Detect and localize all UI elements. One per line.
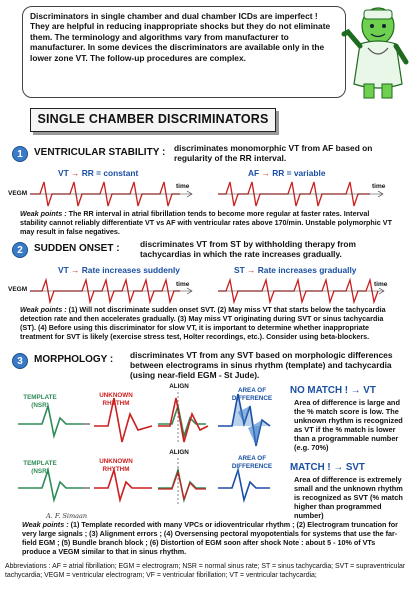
intro-text: Discriminators in single chamber and dual chamber ICDs are imperfect ! They are helpful in reducing inappropriate shocks but they do not eliminate them. The terminology and algorithms vary from manufacturer to manufacturer. In some devices the discriminators are available only in the lower zone VT. The follow-up procedures are complex. — [30, 11, 331, 63]
unknown-rhythm-label: UNKNOWN RHYTHM — [99, 458, 133, 473]
vt-label: VT — [58, 265, 69, 275]
align-label: ALIGN — [169, 449, 189, 456]
section-2-left-label — [58, 265, 180, 275]
template-label: TEMPLATE (NSR) — [23, 394, 57, 409]
af-egm-trace — [218, 178, 388, 208]
arrow-icon: → — [71, 168, 80, 178]
section-2-description: discriminates VT from ST by withholding therapy from tachycardias in which the rate increases gradually. — [140, 239, 356, 259]
weak-points-label: Weak points : — [20, 305, 67, 314]
page-title: SINGLE CHAMBER DISCRIMINATORS — [30, 108, 276, 132]
abbreviations: Abbreviations : AF = atrial fibrillation; EGM = electrogram; NSR = normal sinus rate; ST = sinus tachycardia; SVT = supraventricular tachycardia; VEGM = ventricular electrogram; VF = ventricular fibrillation; VT = ventricular tachycardia; — [5, 563, 406, 579]
no-match-title: NO MATCH ! → VT — [290, 385, 376, 396]
area-of-difference-label: AREA OF DIFFERENCE — [231, 387, 273, 402]
weak-points-text: (1) Template recorded with many VPCs or idioventricular rhythm ; (2) Electrogram truncation for very large signals ; (3) Alignment errors ; (4) Oversensing pectoral myopotentials for systems that use the far-field EGM ; (5) Bundle branch block ; (6) Distortion of EGM soon after shock Note : about 5 - 10% of VTs produce a VEGM similar to that in sinus rhythm. — [22, 520, 398, 557]
template-label: TEMPLATE (NSR) — [23, 460, 57, 475]
rate-gradually-label: Rate increases gradually — [257, 265, 357, 275]
match-text: Area of difference is extremely small and the unknown rhythm is recognized as SVT (% match higher than programmed number) — [294, 475, 403, 520]
no-match-text: Area of difference is large and the % match score is low. The unknown rhythm is recognized as VT if the % match is lower than a programmable number (e.g. 70%) — [294, 398, 403, 452]
vt-sudden-onset-trace — [30, 276, 195, 304]
vt-label: VT — [58, 168, 69, 178]
section-3-description: discriminates VT from any SVT based on morphologic differences between electrograms in sinus rhythm (template) and tachycardia (using near-field EGM - St Jude). — [130, 350, 393, 380]
arrow-icon: → — [71, 265, 80, 275]
section-1-description: discriminates monomorphic VT from AF based on regularity of the RR interval. — [174, 143, 373, 163]
st-gradual-onset-trace — [218, 276, 388, 304]
section-3-heading: MORPHOLOGY : — [34, 354, 114, 365]
rr-constant-label: RR = constant — [81, 168, 139, 178]
rr-variable-label: RR = variable — [272, 168, 326, 178]
section-2-right-label — [234, 265, 356, 275]
time-label: time — [176, 281, 190, 288]
weak-points-label: Weak points : — [20, 209, 67, 218]
time-label: time — [176, 183, 190, 190]
vegm-label: VEGM — [8, 286, 28, 293]
intro-box — [22, 6, 346, 98]
section-2-badge: 2 — [12, 242, 28, 258]
unknown-rhythm-label: UNKNOWN RHYTHM — [99, 392, 133, 407]
af-label: AF — [248, 168, 260, 178]
st-label: ST — [234, 265, 245, 275]
arrow-icon: → — [261, 168, 270, 178]
vegm-label: VEGM — [8, 190, 28, 197]
weak-points-text: The RR interval in atrial fibrillation tends to become more regular at faster rates. Interval stability cannot reliably differentiate VT vs AF with ventricular rates above 170/min. Unstable polymorphic VT may result in false negatives. — [20, 209, 392, 237]
time-label: time — [374, 281, 388, 288]
match-title: MATCH ! → SVT — [290, 462, 365, 473]
weak-points-text: (1) Will not discriminate sudden onset SVT. (2) May miss VT that starts below the tachycardia detection rate and then accelerates gradually. (3) May miss VT originating during SVT or sinus tachycardia (ST). (4) Before using this discriminator for slow VT, it is important to determine whether inappropriate treatment for SVT is likely (exercise stress test, Holter recordings, etc.). Consider using beta-blockers. — [20, 305, 386, 342]
section-2-heading: SUDDEN ONSET : — [34, 243, 120, 254]
section-3-weak-points — [22, 520, 402, 556]
author-signature: A. F. Simaan — [46, 512, 88, 520]
section-1-heading: VENTRICULAR STABILITY : — [34, 147, 166, 158]
section-3-badge: 3 — [12, 353, 28, 369]
weak-points-label: Weak points : — [22, 520, 69, 529]
section-2-weak-points — [20, 305, 400, 341]
arrow-icon: → — [247, 265, 256, 275]
section-1-badge: 1 — [12, 146, 28, 162]
vt-egm-trace — [30, 178, 195, 208]
doctor-illustration — [338, 2, 418, 102]
area-of-difference-label: AREA OF DIFFERENCE — [231, 455, 273, 470]
rate-suddenly-label: Rate increases suddenly — [81, 265, 180, 275]
section-1-weak-points — [20, 209, 392, 236]
time-label: time — [372, 183, 386, 190]
align-label: ALIGN — [169, 383, 189, 390]
section-1-left-label — [58, 168, 138, 178]
section-1-right-label — [248, 168, 326, 178]
